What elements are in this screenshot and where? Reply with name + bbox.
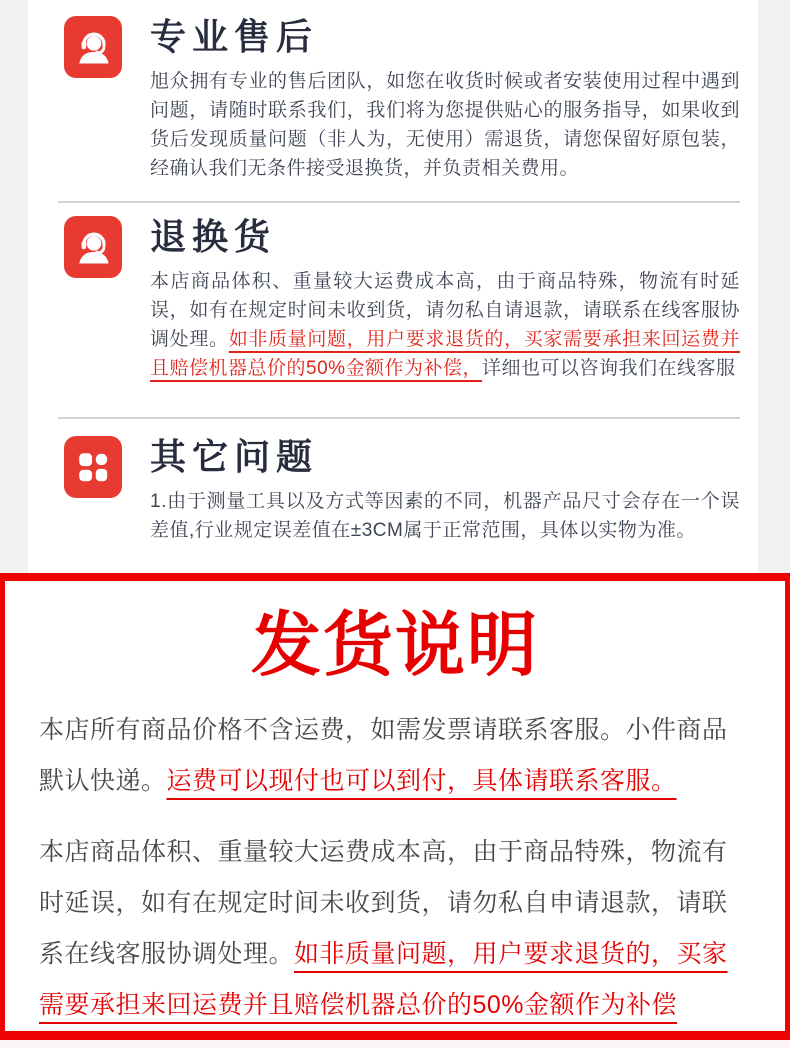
section-other-issues	[28, 436, 758, 545]
body-text: 详细也可以咨询我们在线客服	[482, 358, 736, 379]
service-card	[28, 0, 758, 573]
warning-text-underlined: 如非质量问题，用户要求退货的，买家需要承担来回运费并且赔偿机器总价的50%金额作为补偿，	[150, 329, 740, 379]
section-returns-text	[150, 216, 740, 383]
section-after-sales	[28, 16, 758, 183]
section-title: 专业售后	[150, 16, 319, 57]
headset-icon	[64, 216, 122, 278]
section-title: 其它问题	[150, 436, 319, 477]
section-divider	[58, 417, 740, 419]
section-body	[150, 487, 740, 545]
section-after-sales-text	[150, 16, 740, 183]
section-returns	[28, 216, 758, 383]
section-divider	[58, 201, 740, 203]
section-body	[150, 267, 740, 383]
section-title: 退换货	[150, 216, 277, 257]
section-body	[150, 67, 740, 183]
warning-text-underlined: 运费可以现付也可以到付，具体请联系客服。	[166, 767, 677, 795]
headset-icon	[64, 16, 122, 78]
grid-icon	[64, 436, 122, 498]
warning-text-underlined: 如非质量问题，用户要求退货的，买家需要承担来回运费并且赔偿机器总价的50%金额作为补偿	[39, 940, 728, 1019]
body-text: 1.由于测量工具以及方式等因素的不同，机器产品尺寸会存在一个误差值,行业规定误差值在±3CM属于正常范围，具体以实物为准。	[150, 491, 740, 541]
body-text: 旭众拥有专业的售后团队，如您在收货时候或者安装使用过程中遇到问题，请随时联系我们，我们将为您提供贴心的服务指导，如果收到货后发现质量问题（非人为，无使用）需退货，请您保留好原包装，经确认我们无条件接受退换货，并负责相关费用。	[150, 71, 740, 179]
section-other-issues-text	[150, 436, 740, 545]
shipping-notice-box	[0, 573, 790, 1040]
shipping-notice-title: 发货说明	[251, 606, 539, 684]
shipping-paragraph-1	[39, 705, 751, 807]
body-text: 本店所有商品价格不含运费，如需发票请联系客服。小件商品默认快递。	[39, 716, 728, 795]
body-text: 本店商品体积、重量较大运费成本高，由于商品特殊，物流有时延误，如有在规定时间未收到货，请勿私自请退款，请联系在线客服协调处理。	[150, 271, 740, 350]
body-text: 本店商品体积、重量较大运费成本高，由于商品特殊，物流有时延误，如有在规定时间未收到货，请勿私自申请退款，请联系在线客服协调处理。	[39, 838, 728, 968]
shipping-paragraph-2	[39, 827, 751, 1031]
bottom-margin-strip	[0, 1040, 790, 1047]
